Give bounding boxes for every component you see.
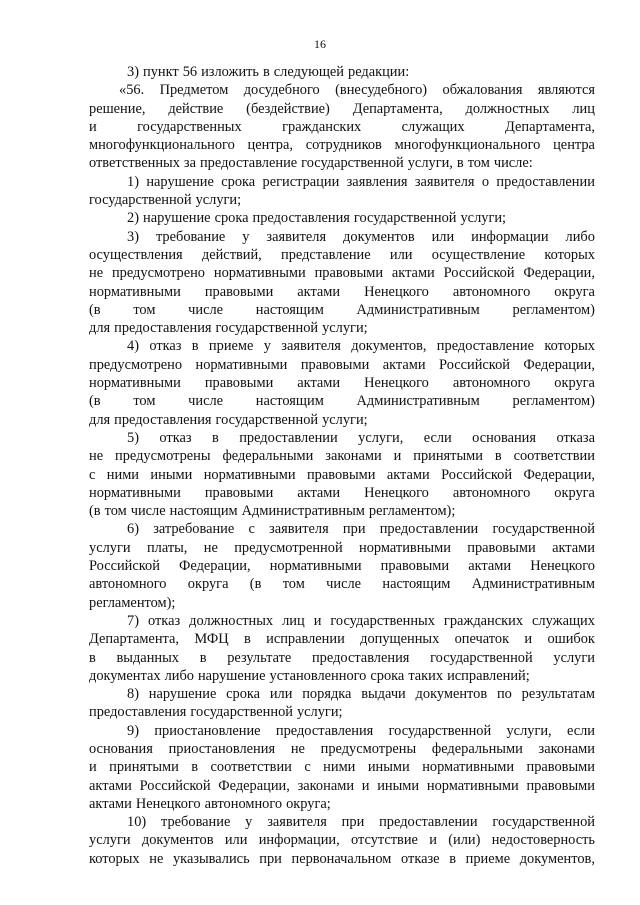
text-line: нормативными правовыми актами Ненецкого автономного округа: [89, 484, 595, 501]
text-line: 3) пункт 56 изложить в следующей редакции:: [127, 64, 410, 80]
text-line: автономного округа (в том числе настоящим Административным: [89, 576, 595, 593]
text-line: Российской Федерации, нормативными правовыми актами Ненецкого: [89, 558, 595, 575]
text-line: актами Российской Федерации, законами и иными нормативными правовыми: [89, 777, 595, 794]
text-line: 7) отказ должностных лиц и государственных гражданских служащих: [127, 612, 595, 629]
text-line: нормативными правовыми актами Ненецкого автономного округа: [89, 375, 595, 392]
text-line: 3) требование у заявителя документов или информации либо: [127, 228, 595, 245]
text-line: 8) нарушение срока или порядка выдачи документов по результатам: [127, 686, 595, 703]
text-line: 4) отказ в приеме у заявителя документов, предоставление которых: [127, 338, 595, 355]
text-line: 10) требование у заявителя при предоставлении государственной: [127, 814, 595, 831]
text-line: нормативными правовыми актами Ненецкого автономного округа: [89, 283, 595, 300]
text-line: многофункционального центра, сотрудников многофункционального центра: [89, 137, 595, 154]
text-line: основания приостановления не предусмотрены федеральными законами: [89, 740, 595, 757]
text-line: 2) нарушение срока предоставления государственной услуги;: [127, 210, 507, 227]
document-body: [89, 63, 595, 868]
text-line: которых не указывались при первоначальном отказе в приеме документов,: [89, 850, 595, 867]
text-line: 9) приостановление предоставления государственной услуги, если: [127, 722, 595, 739]
text-line: (в том числе настоящим Административным регламентом);: [89, 503, 456, 520]
text-line: (в том числе настоящим Административным регламентом): [89, 393, 595, 410]
text-line: регламентом);: [89, 594, 176, 611]
text-line: (в том числе настоящим Административным регламентом): [89, 301, 595, 318]
text-line: предоставления государственной услуги;: [89, 704, 343, 721]
text-line: и принятыми в соответствии с ними иными нормативными правовыми: [89, 759, 595, 776]
text-line: Департамента, МФЦ в исправлении допущенных опечаток и ошибок: [89, 631, 595, 648]
text-line: услуги платы, не предусмотренной нормативными правовыми актами: [89, 539, 595, 556]
text-line: документах либо нарушение установленного срока таких исправлений;: [89, 667, 530, 684]
text-line: не предусмотрены федеральными законами и принятыми в соответствии: [89, 448, 595, 465]
page-number: 16: [314, 37, 326, 51]
text-line: 1) нарушение срока регистрации заявления заявителя о предоставлении: [127, 173, 595, 190]
text-line: 5) отказ в предоставлении услуги, если основания отказа: [127, 429, 595, 446]
text-line: для предоставления государственной услуги;: [89, 320, 368, 337]
text-line: для предоставления государственной услуги;: [89, 411, 368, 428]
text-line: решение, действие (бездействие) Департамента, должностных лиц: [89, 100, 595, 117]
text-line: 6) затребование с заявителя при предоставлении государственной: [127, 521, 595, 538]
text-line: актами Ненецкого автономного округа;: [89, 795, 331, 812]
text-line: услуги документов или информации, отсутствие и (или) недостоверность: [89, 832, 595, 849]
text-line: с ними иными нормативными правовыми актами Российской Федерации,: [89, 466, 595, 483]
text-line: не предусмотрено нормативными правовыми актами Российской Федерации,: [89, 265, 595, 282]
text-line: в выданных в результате предоставления государственной услуги: [89, 649, 595, 666]
text-line: ответственных за предоставление государственной услуги, в том числе:: [89, 155, 533, 172]
text-line: осуществления действий, представление или осуществление которых: [89, 246, 595, 263]
text-line: и государственных гражданских служащих Департамента,: [89, 118, 595, 135]
text-line: предусмотрено нормативными правовыми актами Российской Федерации,: [89, 356, 595, 373]
text-line: «56. Предметом досудебного (внесудебного) обжалования являются: [119, 82, 595, 99]
text-line: государственной услуги;: [89, 192, 242, 209]
